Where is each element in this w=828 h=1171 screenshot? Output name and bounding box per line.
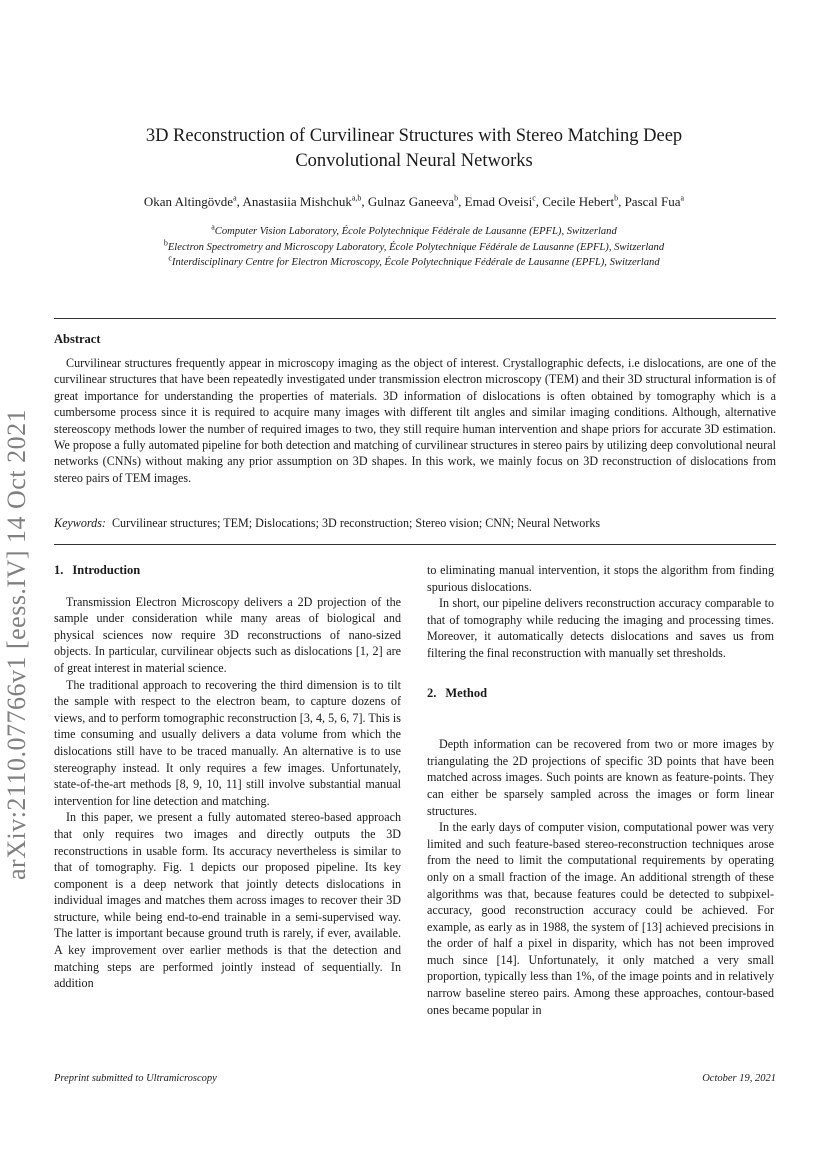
author: Okan Altingövde$^a$ — [143, 193, 237, 209]
paragraph: to eliminating manual intervention, it stops the algorithm from finding spurious dislocations. — [427, 563, 774, 594]
paper-title — [54, 124, 774, 174]
paragraph: Depth information can be recovered from two or more images by triangulating the 2D projections of specific 3D points that have been matched across images. Such points are known as feature-points. They can either be sparsely sampled across the images or form linear structures. — [427, 737, 774, 818]
paragraph: In this paper, we present a fully automated stereo-based approach that only requires two images and directly outputs the 3D reconstructions in usable form. Its accuracy nevertheless is similar to that of tomography. Fig. 1 depicts our proposed pipeline. Its key component is a deep network that jointly detects dislocations in individual images and matches them across images to recover their 3D structure, while being end-to-end trainable in a semi-supervised way. The latter is important because ground truth is rarely, if ever, available. A key improvement over earlier methods is that the detection and matching steps are performed jointly instead of sequentially. In addition — [54, 810, 401, 991]
abstract-top-divider — [54, 318, 776, 319]
paragraph: In short, our pipeline delivers reconstruction accuracy comparable to that of tomography while reducing the imaging and processing times. Moreover, it automatically detects dislocations and saves us from filtering the final reconstruction with manually set thresholds. — [427, 596, 774, 660]
affiliation: $^a$Computer Vision Laboratory, École Polytechnique Fédérale de Lausanne (EPFL), Switzerland — [211, 222, 617, 237]
left-column — [54, 562, 401, 992]
affiliation-list — [54, 224, 774, 271]
abstract-text: Curvilinear structures frequently appear in microscopy imaging as the object of interest. Crystallographic defects, i.e dislocations, are one of the curvilinear structures that have been repeatedly investigated under transmission electron microscopy (TEM) and their 3D structural information is of great importance for understanding the properties of materials. 3D information of dislocations is often obtained by tomography which is a cumbersome process since it is required to acquire many images with different tilt angles and similar imaging conditions. Although, alternative stereoscopy methods lower the number of required images to two, they still require human intervention and shape priors for accurate 3D estimation. We propose a fully automated pipeline for both detection and matching of curvilinear structures in stereo pairs by utilizing deep convolutional neural networks (CNNs) without making any prior assumption on 3D shapes. In this work, we mainly focus on 3D reconstruction of dislocations from stereo pairs of TEM images. — [54, 356, 776, 485]
title-line-1: 3D Reconstruction of Curvilinear Structures with Stereo Matching Deep — [145, 126, 683, 146]
abstract-heading: Abstract — [54, 332, 101, 346]
abstract-bottom-divider — [54, 544, 776, 545]
paragraph: Transmission Electron Microscopy delivers a 2D projection of the sample under consideration while many areas of biological and physical sciences now require 3D reconstructions of nano-sized objects. In particular, curvilinear objects such as dislocations [1, 2] are of great interest in material science. — [54, 594, 401, 675]
footer-date: October 19, 2021 — [702, 1073, 776, 1084]
author: Pascal Fua$^a$ — [624, 193, 685, 209]
paragraph: The traditional approach to recovering the third dimension is to tilt the sample with respect to the electron beam, to capture dozens of views, and to perform tomographic reconstruction [3, 4, 5, 6, 7]. This is time consuming and usually delivers a data volume from which the dislocations still have to be traced manually. An alternative is to use stereography instead. It only requires a few images. Unfortunately, state-of-the-art methods [8, 9, 10, 11] still involve substantial manual intervention for line detection and matching. — [54, 677, 401, 808]
footer-venue: Preprint submitted to Ultramicroscopy — [54, 1073, 217, 1084]
affiliation: $^b$Electron Spectrometry and Microscopy Laboratory, École Polytechnique Fédérale de Lausanne (EPFL), Switzerland — [163, 237, 665, 253]
affiliation: $^c$Interdisciplinary Centre for Electron Microscopy, École Polytechnique Fédérale de Lausanne (EPFL), Switzerland — [168, 253, 660, 268]
section-heading-introduction: 1. Introduction — [54, 563, 141, 577]
keywords-label: Keywords: — [54, 516, 106, 530]
paragraph: In the early days of computer vision, computational power was very limited and such feature-based stereo-reconstruction techniques arose from the need to limit the computational requirements by operating only on a small fraction of the image. An additional strength of these algorithms was that, because features could be detected to subpixel-accuracy, good reconstruction accuracy could be achieved. For example, as early as in 1988, the system of [13] achieved precisions in the order of half a pixel in disparity, which has not been improved much since [14]. Unfortunately, it only matched a very small proportion, typically less than 1%, of the image points and in relatively narrow baseline stereo pairs. Among these approaches, contour-based ones became popular in — [427, 820, 774, 1017]
section-heading-method: 2. Method — [427, 685, 488, 700]
author: Gulnaz Ganeeva$^b$ — [367, 193, 459, 209]
arxiv-stamp: arXiv:2110.07766v1 [eess.IV] 14 Oct 2021 — [2, 408, 31, 880]
right-column — [427, 562, 774, 1018]
author: Emad Oveisi$^c$ — [464, 193, 536, 209]
keywords-text: Curvilinear structures; TEM; Dislocations; 3D reconstruction; Stereo vision; CNN; Neural Networks — [111, 516, 601, 530]
author: Anastasiia Mishchuk$^{a,b}$ — [242, 193, 362, 209]
title-line-2: Convolutional Neural Networks — [295, 151, 533, 171]
author: Cecile Hebert$^b$ — [542, 193, 619, 209]
author-list: Okan Altingövde$^a$, Anastasiia Mishchuk$^{a,b}$, Gulnaz Ganeeva$^b$, Emad Oveisi$^c$, Cecile Hebert$^b$, Pascal Fua$^a$ — [143, 193, 685, 209]
keywords — [54, 516, 776, 531]
